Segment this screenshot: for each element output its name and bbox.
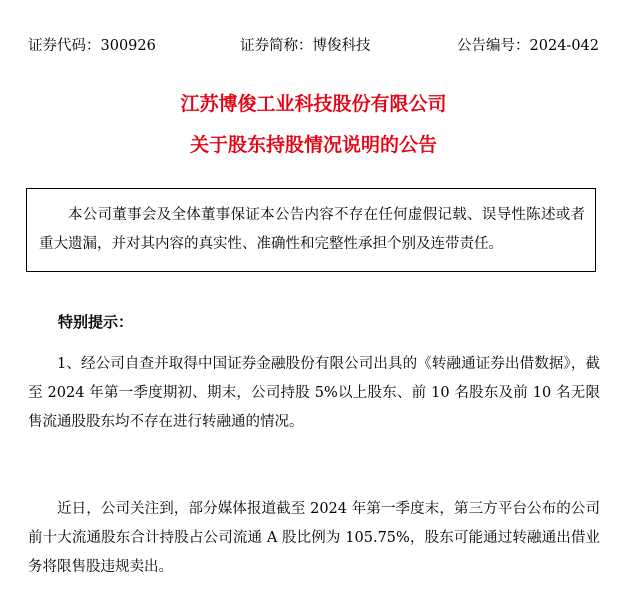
- security-abbreviation: 证券简称：博俊科技: [240, 38, 371, 54]
- announcement-title: 关于股东持股情况说明的公告: [189, 134, 437, 156]
- paragraph-1: 1、经公司自查并取得中国证券金融股份有限公司出具的《转融通证券出借数据》，截至 2024 年第一季度期初、期末，公司持股 5%以上股东、前 10 名股东及前 10 名无限售流通股股东均不存在进行转融通的情况。: [28, 356, 600, 430]
- company-name-title: 江苏博俊工业科技股份有限公司: [180, 93, 447, 115]
- special-notice-label: 特别提示：: [58, 313, 134, 331]
- announcement-number: 公告编号：2024-042: [457, 38, 599, 54]
- security-code: 证券代码：300926: [28, 38, 156, 54]
- board-guarantee-notice: 本公司董事会及全体董事保证本公告内容不存在任何虚假记载、误导性陈述或者重大遗漏，并对其内容的真实性、准确性和完整性承担个别及连带责任。: [26, 188, 596, 272]
- paragraph-2: 近日，公司关注到，部分媒体报道截至 2024 年第一季度末，第三方平台公布的公司前十大流通股东合计持股占公司流通 A 股比例为 105.75%，股东可能通过转融通出借业务将限售股违规卖出。: [28, 501, 600, 575]
- document-header: [28, 34, 599, 58]
